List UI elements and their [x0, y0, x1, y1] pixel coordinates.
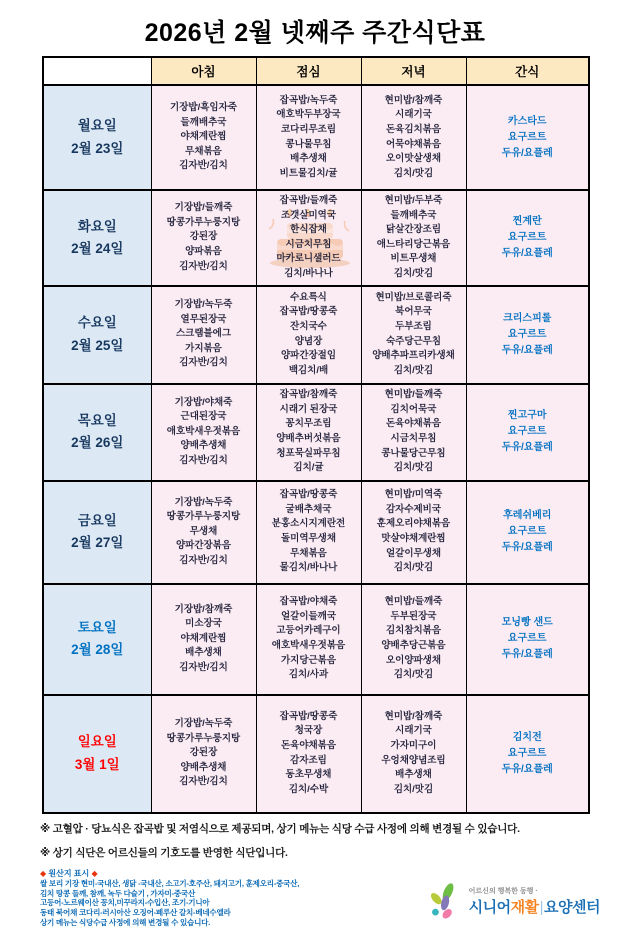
menu-item: 애느타리당근볶음: [376, 238, 451, 250]
weekly-menu-table: [42, 56, 590, 814]
menu-item: 열무된장국: [180, 313, 227, 325]
menu-item: 굴배추채국: [285, 503, 332, 515]
dinner-cell: [361, 695, 466, 813]
lunch-cell: [256, 481, 361, 584]
menu-item: 들깨배추국: [390, 209, 437, 221]
menu-item: 오이맛살생채: [385, 153, 442, 165]
menu-item: 꽁치무조림: [285, 418, 332, 430]
origin-line: 동태 북어채 코다리-러시아산 오징어-페루산 갈치-베네수엘라: [40, 907, 231, 917]
snack-cell: [466, 85, 589, 190]
column-header-dinner: 저녁: [361, 57, 466, 85]
menu-item: 현미밥/들깨죽: [384, 596, 443, 608]
menu-item: 잡곡밥/땅콩죽: [279, 489, 338, 501]
breakfast-cell: [151, 286, 256, 384]
menu-item: 무채볶음: [290, 547, 327, 559]
menu-item: 기장밥/녹두죽: [174, 299, 233, 311]
menu-item: 양파간장절임: [280, 350, 337, 362]
menu-item: 카스타드: [507, 115, 547, 127]
menu-item: 강된장: [189, 747, 218, 759]
menu-item: 시래기 된장국: [279, 403, 338, 415]
day-cell: [43, 695, 151, 813]
menu-table-body: [43, 85, 589, 813]
snack-cell: [466, 584, 589, 695]
menu-item: 콩나물당근무침: [381, 447, 446, 459]
menu-item: 양념장: [294, 335, 323, 347]
menu-item: 김자반/김치: [179, 454, 228, 466]
menu-item: 찐계란: [512, 215, 542, 227]
day-row: [43, 481, 589, 584]
menu-item: 잔치국수: [290, 320, 327, 332]
menu-item: 김치/맛김: [393, 364, 434, 376]
dinner-cell: [361, 286, 466, 384]
menu-item: 양파간장볶음: [175, 540, 232, 552]
origin-line: 쌀 보리 기장 현미-국내산, 생닭 -국내산, 소고기-호주산, 돼지고기, 훈제오리-중국산,: [40, 879, 300, 889]
day-row: [43, 584, 589, 695]
page-title: 2026년 2월 넷째주 주간식단표: [144, 19, 486, 47]
menu-item: 기장밥/녹두죽: [174, 496, 233, 508]
menu-item: 잡곡밥/들깨죽: [279, 195, 338, 206]
senior-center-logo: [422, 881, 600, 927]
logo-brand: [469, 899, 600, 916]
menu-item: 김치/맛김: [393, 167, 434, 179]
day-cell: [43, 584, 151, 695]
column-header-lunch: 점심: [256, 57, 361, 85]
origin-block: [40, 869, 299, 927]
origin-line: 상기 메뉴는 식당수급 사정에 의해 변경될 수 있습니다.: [40, 917, 211, 927]
brand-rehab: 재활: [510, 898, 539, 916]
menu-item: 잡곡밥/야채죽: [279, 596, 338, 608]
menu-item: 요구르트: [507, 747, 547, 759]
breakfast-cell: [151, 85, 256, 190]
menu-item: 들깨배추국: [180, 116, 227, 128]
menu-item: 양배추버섯볶음: [276, 433, 341, 445]
flower-logo-icon: [422, 881, 464, 923]
menu-item: 김자반/김치: [179, 160, 228, 172]
menu-item: 김치/맛김: [393, 562, 434, 574]
column-header-snack: 간식: [466, 57, 589, 85]
menu-item: 두유/요플레: [501, 442, 553, 454]
origin-line: 김치 땅콩 들깨, 참깨, 녹두 다슬기 , 가자미-중국산: [40, 888, 195, 898]
menu-item: 현미밥/두부죽: [384, 195, 443, 206]
menu-item: 김치/맛김: [393, 783, 434, 795]
day-name: 목요일: [77, 412, 117, 428]
menu-item: 현미밥/브로콜리죽: [375, 291, 452, 303]
menu-item: 숙주당근무침: [385, 335, 442, 347]
menu-item: 김치참치볶음: [385, 625, 442, 637]
snack-cell: [466, 695, 589, 813]
menu-item: 애호박새우젓볶음: [271, 640, 346, 652]
menu-item: 두부된장국: [390, 610, 437, 622]
menu-item: 크리스피롤: [503, 312, 552, 324]
menu-item: 모닝빵 샌드: [501, 617, 553, 629]
menu-item: 잡곡밥/참깨죽: [279, 389, 338, 401]
menu-item: 현미밥/미역죽: [384, 489, 443, 501]
menu-item: 조갯살미역국: [280, 209, 337, 221]
lunch-cell: [256, 384, 361, 481]
menu-item: 돈육김치볶음: [385, 123, 442, 135]
lunch-cell: [256, 695, 361, 813]
menu-item: 김치/맛김: [393, 462, 434, 474]
menu-item: 고등어카레구이: [276, 625, 341, 637]
menu-item: 두유/요플레: [501, 247, 553, 259]
menu-item: 강된장: [189, 231, 218, 243]
menu-item: 두유/요플레: [501, 147, 553, 159]
brand-senior: 시니어: [468, 898, 511, 916]
day-cell: [43, 286, 151, 384]
day-date: 2월 23일: [71, 140, 124, 156]
menu-item: 땅콩가루누룽지탕: [166, 511, 241, 523]
menu-item: 김자반/김치: [179, 554, 228, 566]
dinner-cell: [361, 584, 466, 695]
menu-item: 찐고구마: [507, 410, 547, 422]
dinner-cell: [361, 85, 466, 190]
brand-separator: |: [539, 898, 544, 916]
menu-item: 오이양파생채: [385, 654, 442, 666]
note-preference: ※ 상기 식단은 어르신들의 기호도를 반영한 식단입니다.: [40, 846, 288, 859]
menu-item: 배추생채: [290, 153, 327, 165]
day-row: [43, 190, 589, 286]
day-cell: [43, 481, 151, 584]
lunch-cell: [256, 286, 361, 384]
day-name: 일요일: [77, 734, 117, 750]
corner-cell: [43, 57, 151, 85]
dinner-cell: [361, 384, 466, 481]
logo-text: [469, 888, 600, 915]
day-cell: [43, 85, 151, 190]
menu-item: 시금치무침: [390, 433, 437, 445]
menu-item: 북어무국: [395, 306, 432, 318]
menu-item: 닭살간장조림: [385, 224, 442, 236]
menu-item: 가자미구이: [390, 739, 437, 751]
snack-cell: [466, 190, 589, 286]
menu-item: 야채계란찜: [180, 632, 227, 644]
menu-item: 한식잡채: [290, 224, 327, 236]
menu-item: 땅콩가루누룽지탕: [166, 732, 241, 744]
day-cell: [43, 384, 151, 481]
menu-item: 현미밥/참깨죽: [384, 94, 443, 106]
menu-item: 김치/맛김: [393, 669, 434, 681]
menu-item: 애호박두부장국: [276, 109, 341, 121]
day-name: 금요일: [77, 512, 117, 528]
lunch-cell: [256, 584, 361, 695]
day-date: 2월 24일: [71, 240, 124, 256]
menu-item: 우엉채양념조림: [381, 754, 446, 766]
menu-item: 마카로니샐러드: [276, 253, 341, 265]
day-name: 월요일: [77, 118, 117, 134]
menu-item: 양배추당근볶음: [381, 640, 446, 652]
menu-item: 야채계란찜: [180, 131, 227, 143]
menu-item: 김치/맛김: [393, 267, 434, 279]
day-date: 2월 28일: [71, 642, 124, 658]
day-date: 2월 25일: [71, 337, 124, 353]
snack-cell: [466, 384, 589, 481]
menu-item: 요구르트: [507, 328, 547, 340]
menu-item: 어묵야채볶음: [385, 138, 442, 150]
menu-item: 무생채: [189, 525, 218, 537]
day-row: [43, 85, 589, 190]
menu-item: 청포묵실파무침: [276, 447, 341, 459]
lunch-cell: [256, 85, 361, 190]
menu-item: 배추생채: [185, 647, 222, 659]
menu-item: 김치어묵국: [390, 403, 437, 415]
menu-item: 시래기국: [395, 109, 432, 121]
breakfast-cell: [151, 584, 256, 695]
menu-item: 요구르트: [507, 633, 547, 645]
menu-item: 기장밥/참깨죽: [174, 603, 233, 615]
dinner-cell: [361, 190, 466, 286]
footer-area: [40, 869, 600, 927]
diamond-icon: ◆: [40, 868, 47, 878]
origin-line: 고등어-노르웨이산 꽁치,미꾸라지-수입산, 조기-기니아: [40, 898, 210, 908]
origin-title: [40, 869, 299, 879]
menu-item: 김치/수박: [288, 783, 329, 795]
menu-item: 두유/요플레: [501, 542, 553, 554]
menu-item: 양파볶음: [185, 246, 222, 258]
menu-item: 감자조림: [290, 754, 327, 766]
menu-table-header: [43, 57, 589, 85]
menu-item: 맛살야채계란찜: [381, 533, 446, 545]
menu-item: 감자수제비국: [385, 503, 442, 515]
menu-item: 배추생채: [395, 769, 432, 781]
menu-item: 미소장국: [185, 618, 222, 630]
menu-item: 김치전: [512, 731, 542, 743]
day-name: 토요일: [77, 619, 117, 635]
menu-item: 현미밥/들깨죽: [384, 389, 443, 401]
menu-item: 양배추생채: [180, 440, 227, 452]
menu-item: 양배추생채: [180, 761, 227, 773]
menu-item: 두유/요플레: [501, 344, 553, 356]
day-row: [43, 695, 589, 813]
menu-item: 김치/사과: [288, 669, 329, 681]
day-date: 2월 26일: [71, 435, 124, 451]
menu-item: 얼갈이무생채: [385, 547, 442, 559]
menu-item: 두유/요플레: [501, 763, 553, 775]
menu-item: 김자반/김치: [179, 357, 228, 369]
brand-center: 요양센터: [544, 898, 600, 916]
breakfast-cell: [151, 695, 256, 813]
menu-item: 수요특식: [290, 291, 327, 303]
menu-item: 애호박새우젓볶음: [166, 425, 241, 437]
menu-item: 비트무생채: [390, 253, 437, 265]
menu-item: 요구르트: [507, 131, 547, 143]
menu-item: 요구르트: [507, 231, 547, 243]
diamond-icon: ◆: [91, 868, 98, 878]
column-header-breakfast: 아침: [151, 57, 256, 85]
breakfast-cell: [151, 384, 256, 481]
footnotes: [40, 821, 630, 860]
menu-item: 스크램블에그: [175, 328, 232, 340]
menu-item: 동초무생채: [285, 769, 332, 781]
breakfast-cell: [151, 190, 256, 286]
menu-item: 잡곡밥/땅콩죽: [279, 710, 338, 722]
menu-item: 무채볶음: [185, 145, 222, 157]
menu-item: 분홍소시지계란전: [271, 518, 346, 530]
dinner-cell: [361, 481, 466, 584]
snack-cell: [466, 481, 589, 584]
menu-item: 잡곡밥/녹두죽: [279, 94, 338, 106]
note-supply: ※ 고혈압 · 당뇨식은 잡곡밥 및 저염식으로 제공되며, 상기 메뉴는 식당 수급 사정에 의해 변경될 수 있습니다.: [40, 822, 520, 835]
menu-item: 가지당근볶음: [280, 654, 337, 666]
menu-item: 코다리무조림: [280, 123, 337, 135]
logo-tagline: 어르신의 행복한 동행 ·: [468, 888, 538, 896]
menu-item: 돈육야채볶음: [280, 739, 337, 751]
menu-item: 청국장: [294, 725, 323, 737]
menu-item: 땅콩가루누룽지탕: [166, 216, 241, 228]
menu-item: 얼갈이들깨국: [280, 610, 337, 622]
menu-item: 김자반/김치: [179, 260, 228, 272]
menu-item: 요구르트: [507, 526, 547, 538]
lunch-cell: [256, 190, 361, 286]
menu-item: 비트물김치/귤: [279, 167, 338, 179]
menu-item: 기장밥/들깨죽: [174, 202, 233, 214]
day-cell: [43, 190, 151, 286]
menu-item: 훈제오리야채볶음: [376, 518, 451, 530]
breakfast-cell: [151, 481, 256, 584]
menu-item: 돌미역무생채: [280, 533, 337, 545]
day-row: [43, 384, 589, 481]
menu-item: 가지볶음: [185, 342, 222, 354]
menu-item: 양배추파프리카생채: [372, 350, 455, 362]
origin-title-text: 원산지 표시: [48, 868, 90, 878]
menu-item: 두부조림: [395, 320, 432, 332]
menu-item: 김치/바나나: [284, 267, 333, 279]
menu-item: 기장밥/흑임자죽: [170, 102, 237, 114]
menu-item: 후레쉬베리: [503, 510, 552, 522]
menu-item: 김자반/김치: [179, 776, 228, 788]
day-name: 수요일: [77, 315, 117, 331]
menu-item: 근대된장국: [180, 411, 227, 423]
menu-item: 시래기국: [395, 725, 432, 737]
day-row: [43, 286, 589, 384]
menu-item: 물김치/바나나: [279, 562, 338, 574]
menu-item: 김치/귤: [293, 462, 324, 474]
menu-item: 현미밥/참깨죽: [384, 710, 443, 722]
menu-item: 요구르트: [507, 426, 547, 438]
day-date: 3월 1일: [74, 756, 120, 772]
day-name: 화요일: [77, 218, 117, 234]
menu-item: 콩나물무침: [285, 138, 332, 150]
day-date: 2월 27일: [71, 535, 124, 551]
menu-item: 기장밥/녹두죽: [174, 718, 233, 730]
menu-item: 돈육야채볶음: [385, 418, 442, 430]
menu-item: 백김치/배: [288, 364, 329, 376]
menu-item: 두유/요플레: [501, 649, 553, 661]
menu-item: 잡곡밥/땅콩죽: [279, 306, 338, 318]
menu-item: 시금치무침: [285, 238, 332, 250]
menu-item: 김자반/김치: [179, 661, 228, 673]
snack-cell: [466, 286, 589, 384]
menu-item: 기장밥/야채죽: [174, 396, 233, 408]
